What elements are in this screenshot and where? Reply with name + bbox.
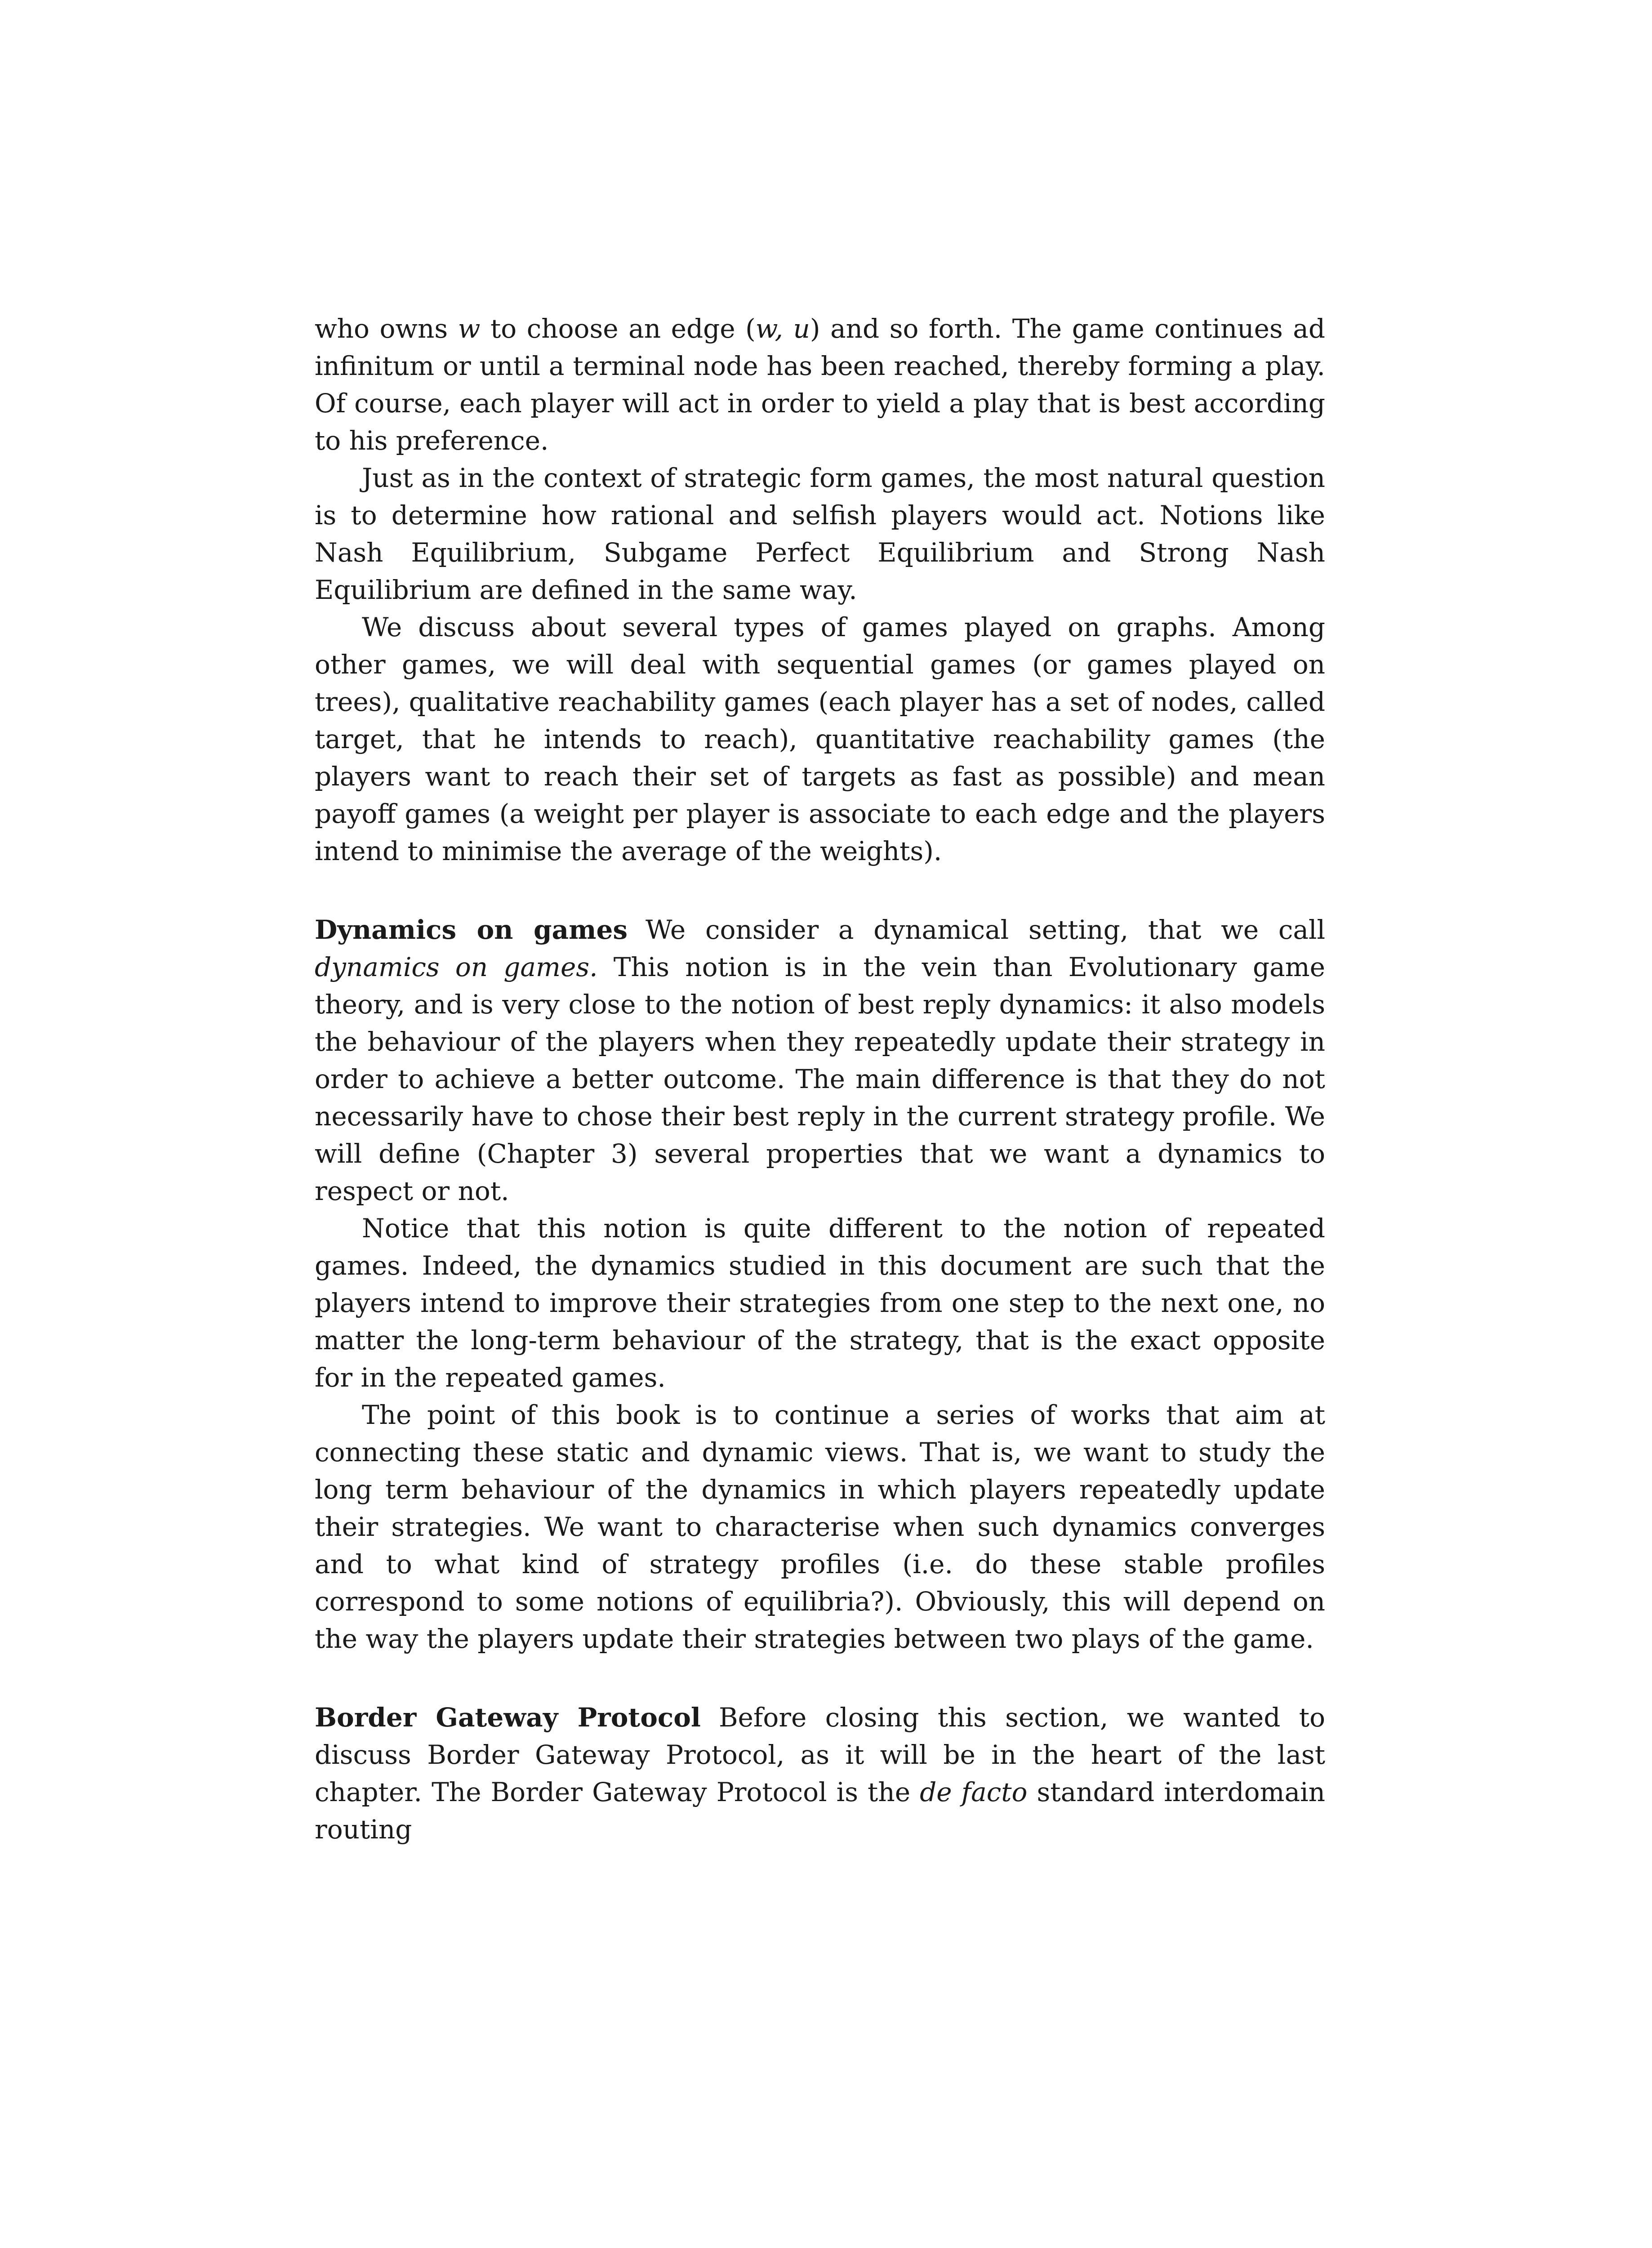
paragraph-text: We consider a dynamical setting, that we call: [646, 914, 1326, 945]
paragraph-text: This notion is in the vein than Evolutionary game theory, and is very close to the notion of best reply dynamics: it also models the behaviour of the players when they repeatedly update their strategy in order to achieve a better outcome. The main difference is that they do not necessarily have to chose their best reply in the current strategy profile. We will define (Chapter 3) several properties that we want a dynamics to respect or not.: [315, 952, 1325, 1206]
section-heading-dynamics: Dynamics on games: [315, 914, 628, 945]
emphasis-text: dynamics on games.: [315, 952, 598, 982]
paragraph-text: standard interdomain routing: [315, 1777, 1326, 1845]
paragraph-text: to choose an edge (: [480, 313, 756, 344]
emphasis-text: de facto: [920, 1777, 1028, 1807]
paragraph-rational-players: Just as in the context of strategic form games, the most natural question is to determine how rational and selfish players would act. Notions like Nash Equilibrium, Subgame Perfect Equilibrium and Strong Nash Equilibrium are defined in the same way.: [315, 463, 1325, 605]
section-dynamics-on-games: [315, 911, 1325, 1210]
paragraph-game-types: We discuss about several types of games played on graphs. Among other games, we will deal with sequential games (or games played on trees), qualitative reachability games (each player has a set of nodes, called target, that he intends to reach), quantitative reachability games (the players want to reach their set of targets as fast as possible) and mean payoff games (a weight per player is associate to each edge and the players intend to minimise the average of the weights).: [315, 612, 1325, 866]
paragraph-text: who owns: [315, 313, 458, 344]
section-border-gateway-protocol: [315, 1699, 1325, 1848]
page-body: [315, 310, 1325, 1848]
math-edge: w, u: [755, 313, 810, 344]
paragraph-book-purpose: The point of this book is to continue a series of works that aim at connecting these static and dynamic views. That is, we want to study the long term behaviour of the dynamics in which players repeatedly update their strategies. We want to characterise when such dynamics converges and to what kind of strategy profiles (i.e. do these stable profiles correspond to some notions of equilibria?). Obviously, this will depend on the way the players update their strategies between two plays of the game.: [315, 1400, 1325, 1654]
paragraph-text: ) and so forth. The game continues ad infinitum or until a terminal node has been reached, thereby forming a play. Of course, each player will act in order to yield a play that is best according to his preference.: [315, 313, 1326, 456]
paragraph-text: Before closing this section, we wanted to discuss Border Gateway Protocol, as it will be in the heart of the last chapter. The Border Gateway Protocol is the: [315, 1702, 1325, 1807]
math-variable: w: [458, 313, 481, 344]
paragraph-games-on-graphs: [315, 310, 1325, 459]
section-heading-bgp: Border Gateway Protocol: [315, 1702, 701, 1733]
paragraph-repeated-games: Notice that this notion is quite different to the notion of repeated games. Indeed, the dynamics studied in this document are such that the players intend to improve their strategies from one step to the next one, no matter the long-term behaviour of the strategy, that is the exact opposite for in the repeated games.: [315, 1213, 1325, 1393]
